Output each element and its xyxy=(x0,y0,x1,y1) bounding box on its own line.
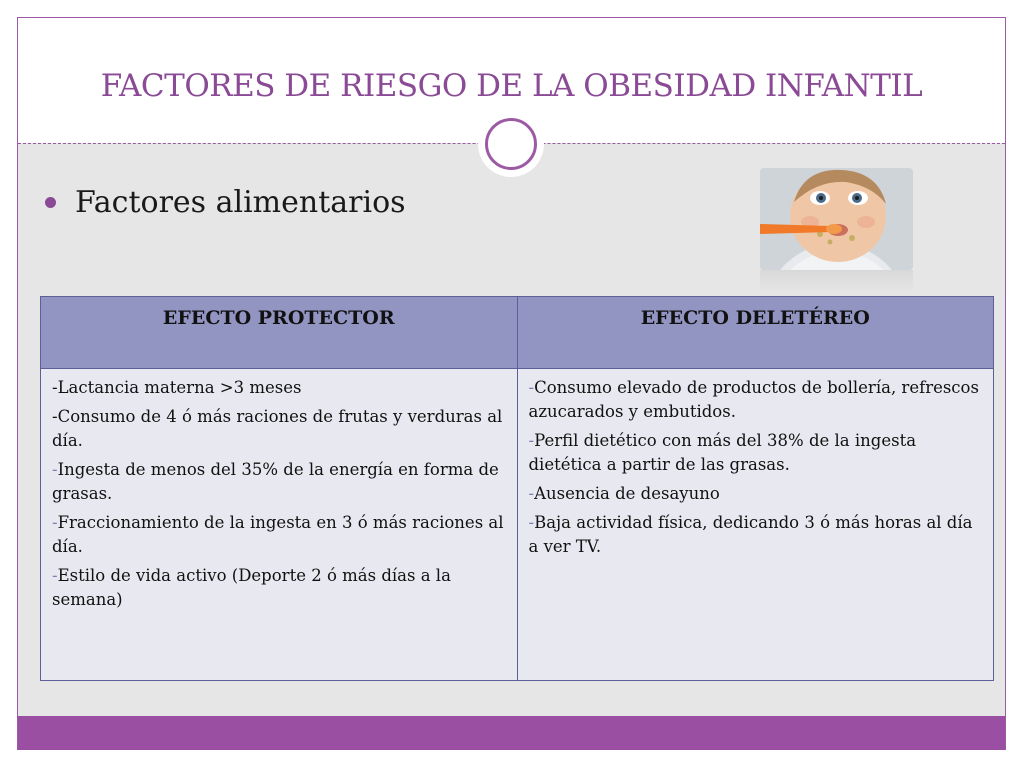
protector-item xyxy=(52,376,507,400)
item-text: Perfil dietético con más del 38% de la ingesta dietética a partir de las grasas. xyxy=(528,431,917,474)
baby-eating-image xyxy=(760,168,913,270)
item-dash: - xyxy=(528,484,535,503)
item-dash: - xyxy=(528,378,535,397)
item-text: Ingesta de menos del 35% de la energía en forma de grasas. xyxy=(52,460,499,503)
header-protector: EFECTO PROTECTOR xyxy=(41,297,518,369)
item-dash: - xyxy=(528,431,535,450)
deleterio-cell xyxy=(517,369,994,681)
header-deleterio: EFECTO DELETÉREO xyxy=(517,297,994,369)
table-header-row xyxy=(41,297,994,369)
bullet-item xyxy=(45,185,406,220)
item-dash: - xyxy=(52,513,58,532)
deleterio-item xyxy=(529,429,984,477)
deleterio-item xyxy=(529,482,984,506)
photo-reflection xyxy=(760,270,913,292)
item-dash: - xyxy=(528,513,535,532)
item-text: Consumo elevado de productos de bollería, refrescos azucarados y embutidos. xyxy=(528,378,979,421)
item-dash: - xyxy=(52,378,58,397)
item-text: Lactancia materna >3 meses xyxy=(57,378,302,397)
circle-ornament-icon xyxy=(485,118,537,170)
baby-eating-photo xyxy=(760,168,913,270)
protector-item xyxy=(52,564,507,612)
protector-item xyxy=(52,405,507,453)
bullet-dot-icon xyxy=(45,197,56,208)
risk-factors-table xyxy=(40,296,994,681)
protector-cell xyxy=(41,369,518,681)
table-row xyxy=(41,369,994,681)
slide xyxy=(17,17,1006,750)
footer-band xyxy=(18,716,1005,750)
protector-item xyxy=(52,458,507,506)
item-text: Ausencia de desayuno xyxy=(534,484,720,503)
deleterio-item xyxy=(529,376,984,424)
item-dash: - xyxy=(52,460,58,479)
bullet-text: Factores alimentarios xyxy=(75,185,406,220)
item-text: Fraccionamiento de la ingesta en 3 ó más raciones al día. xyxy=(52,513,504,556)
item-text: Estilo de vida activo (Deporte 2 ó más días a la semana) xyxy=(52,566,451,609)
protector-item xyxy=(52,511,507,559)
deleterio-item xyxy=(529,511,984,559)
item-dash: - xyxy=(52,407,58,426)
item-dash: - xyxy=(52,566,58,585)
slide-title: FACTORES DE RIESGO DE LA OBESIDAD INFANTIL xyxy=(100,68,923,104)
item-text: Baja actividad física, dedicando 3 ó más horas al día a ver TV. xyxy=(528,513,973,556)
item-text: Consumo de 4 ó más raciones de frutas y verduras al día. xyxy=(52,407,503,450)
